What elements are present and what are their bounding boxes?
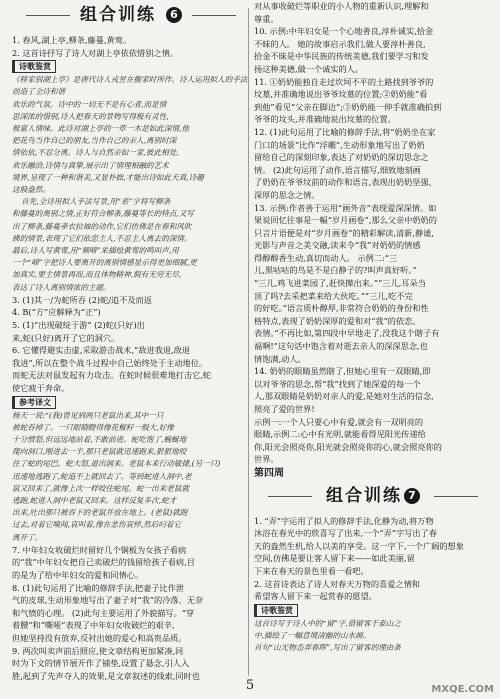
quote-line: 思深浓的惜别,诗人把春天的景物写得极有灵性,: [12, 111, 169, 121]
answer-line: 9. 两次叫卖声前后照应,使文章结构更加紧凑,同: [12, 645, 184, 656]
watermark: MXQE.COM: [431, 684, 494, 695]
answer-line: 你,阳光会照亮你,阳光就会照亮你的心,就会照亮你的: [254, 441, 442, 452]
quote-line: 十分愤怒,但远远地站着,不敢前进。蛇吃饱了,蜿蜒地: [12, 435, 187, 444]
answer-line: 1. “弄”字运用了拟人的修辞手法,化静为动,将万物: [254, 515, 434, 526]
quote-line: 一个“啼”字把诗人要离开的离别情感显示得更加细腻,更: [12, 258, 197, 268]
answer-line: 眼睛,示例二:心中有光明,就能看得见阳光传递给: [254, 429, 426, 440]
quote-line: 离开了。: [12, 532, 43, 542]
title-rule-right: [192, 15, 236, 16]
answer-line: 8. (1)此句运用了比喻的修辞手法,把妻子比作泄: [12, 582, 184, 593]
quote-line: 这般盎然。: [12, 185, 50, 195]
quote-line: 首先,全诗用拟人手法写景,用“系”字将写柳条: [21, 197, 171, 207]
answer-line: 而蛇无法对鼠发起有力攻击。在蛇时候很难地打击它,蛇: [12, 370, 212, 381]
quote-line: 过去,对着它嗅闻,哀叫着,像在悲伤哀悼,然后叼着它: [12, 520, 182, 530]
answer-line: 到他”看见“父亲在脚边”;③奶奶能一伸手就准确拍到: [254, 101, 442, 112]
quote-line: 境界,呈现了一种和谐美,又显朴拙,才能出诗如此天真,诗趣: [12, 172, 204, 182]
quote-line: 《移家别湖上亭》是唐代诗人戎昱在搬家时所作。诗人运用拟人的手法,创造了全诗和谐: [12, 75, 250, 97]
answer-line: 13. 示例:作者善于运用“画外音”表现爱深深情。如: [254, 202, 437, 213]
quote-line: 和藤蔓的离别之情,正好符合柳条,藤蔓等长的特点,又写: [12, 209, 194, 219]
quote-line: 欢乐融洽,诗情与真挚,展示出了情理相融的艺术: [12, 160, 169, 170]
section-tag: [12, 59, 250, 74]
answer-line: 和气愤的心理。 (2)此句主要运用了外貌描写。“穿: [12, 607, 195, 618]
answer-line: 情。 (2)此句运用了动作,语言描写,细致地刻画: [254, 164, 421, 175]
answer-line: 照亮了爱的世界!: [254, 404, 315, 414]
answer-line: 5. (1)“出现破绽于游” (2)蛇(只好)出: [12, 320, 145, 331]
answer-line: 世界。: [254, 454, 279, 465]
answer-line: 但她坚持没有放弃,反衬出她的爱心和高贵品质。: [12, 632, 187, 643]
quote-line: 最后,诗人写黄莺,用“频啼”来描绘黄莺的鸣叫声,用: [12, 246, 179, 256]
quote-line: 把花鸟当作自己的朋友,当作自己的亲人,离别时深: [12, 136, 177, 146]
answer-line: 希望客人留下来一起赏春的愿望。: [254, 591, 377, 602]
answer-line: 6. 它懂得避实击虚,采取游击战术,“敌进我退,敌退: [12, 345, 190, 356]
answer-line: 留给自己的深刻印象,表达了对奶奶的深切思念之: [254, 152, 429, 163]
section-title-6: [12, 2, 250, 28]
answer-line: 时为下文的情节展开作了铺垫,设置了悬念,引人入: [12, 658, 190, 669]
week-heading: 第四周: [254, 467, 284, 479]
quote-line: 表达了诗人离别情浓的主题。: [12, 282, 111, 292]
answer-line: 1. 春风,湖上亭,柳条,藤蔓,黄莺。: [12, 35, 132, 45]
answer-line: 对从事收破烂等职业的小人物的重新认识,理解和: [254, 1, 429, 11]
answer-line: 顶了吗?去采把菜来给大伙吃。”“三儿,吃不完: [254, 290, 413, 301]
quote-line: 住了蛇的尾巴。蛇大怒,退出洞来。老鼠本来行动敏捷,(另一只): [12, 459, 221, 469]
right-column: [254, 0, 492, 690]
section-tag: [254, 603, 492, 618]
right-body: [254, 0, 492, 654]
answer-line: 扬这种美德,做一个诚实的人。: [254, 63, 364, 74]
answer-line: 2. 这首诗表达了诗人对春天万物的喜爱之情和: [254, 578, 420, 589]
section-tag-label: 参考译文: [12, 396, 56, 409]
quote-line: 爬向洞口,刚进去一半,那只老鼠就迅速跑来,狠狠地咬: [12, 447, 187, 457]
answer-line: 下来在春天的景色里看一看吧。: [254, 565, 369, 576]
title-rule-left: [268, 496, 312, 497]
answer-line: 情饱满,动人。: [254, 353, 306, 364]
answer-line: 人,那双眼睛是奶奶对亲人的爱,是她对生活的信念,: [254, 391, 434, 402]
answer-line: 10. 示例:中年妇女是一个心地善良,淳朴诚实,拾金: [254, 26, 434, 37]
section-tag: [12, 395, 250, 410]
answer-line: 不昧的人。 她的故事启示我们,做人要淳朴善良,: [254, 38, 426, 49]
answer-line: 3. (1)其一/为蛇所吞 (2)蛇/追不及而返: [12, 294, 152, 305]
answer-line: 拾金不昧是中华民族的传统美德,我们要学习和发: [254, 51, 429, 62]
answer-line: 尊重。: [254, 13, 279, 24]
answer-line: 坟墓,并准确地说出爷爷坟墓的位置;②奶奶能“看: [254, 89, 428, 100]
quote-line: 欢乐的气氛。诗中的一切无不是有心者,而是情: [12, 99, 167, 109]
answer-line: 来,蛇(只好)离开了它的洞穴。: [12, 332, 120, 343]
quote-line: 被蛇吞掉了。一只眼睛瞪得像花椒籽一般大,好像: [12, 422, 174, 432]
answer-line: 的是为了给中年妇女的爱和同情心。: [12, 570, 144, 581]
answer-line: 的好吃。”语言质朴醇厚,非常符合奶奶的身份和性: [254, 303, 429, 314]
answer-line: 4. B(“方”应解释为“正”): [12, 307, 101, 318]
quote-line: 加真实,要主情景再而,而且体物精神,假有无穷无尽,: [12, 270, 182, 280]
section-number-badge: 7: [404, 488, 420, 504]
quote-line: 出来,吐出那只被吞下的老鼠并放在地上。(老鼠)就跑: [12, 508, 188, 518]
answer-line: 7. 中年妇女收破烂时留好几个铜板为女孩子看病: [12, 544, 187, 555]
quote-line: 拂的情景,表现了它们依恋主人,不忍主人离去的深情。: [12, 233, 192, 243]
answer-line: 2. 这首诗抒写了诗人对湖上亭依依惜别之情。: [12, 47, 178, 58]
answer-line: 爷爷的坟头,并准确地说出坟墓的位置。: [254, 114, 396, 125]
left-column: [12, 0, 250, 690]
quote-line: 这首诗写于诗人中的“留”字,借留客于泰山之: [254, 618, 401, 628]
answer-line: 只言片语便是对“岁月画卷”的精彩解读,清新,静谧,: [254, 227, 434, 238]
answer-line: 儿,黑咕咕的鸟是不是白静子的?叫声真好听。”: [254, 265, 417, 276]
answer-line: 门口的场景”比作“浮雕”,生动形象地写出了奶奶: [254, 139, 425, 150]
section-number-badge: 6: [166, 7, 182, 23]
quote-line: 极富人情味。此诗对湖上亭的一草一木是如此深情,他: [12, 124, 190, 133]
answer-line: 12. (1)此句运用了比喻的修辞手法,将“奶奶坐在家: [254, 126, 436, 137]
title-rule-left: [26, 15, 70, 16]
quote-line: 逃跑,蛇进入洞中老鼠又回来。这样反复多次,蛇才: [12, 496, 177, 506]
section-title-7: [254, 483, 492, 509]
answer-line: 11. ①奶奶能独自走过坎坷不平的土路找到爷爷的: [254, 76, 434, 87]
answer-line: 光影与声音之美交融,读来令“我”对奶奶的情感: [254, 240, 421, 251]
answer-line: 的“我”中年妇女把自己卖破烂的钱留给孩子看病,目: [12, 557, 195, 568]
section-tag-label: 诗歌鉴赏: [254, 604, 298, 617]
column-divider: [248, 8, 249, 676]
answer-line: 了奶奶在爷爷坟前的动作和语言,表现出奶奶坚强、: [254, 177, 437, 188]
answer-line: 深厚的思念之情。: [254, 189, 320, 200]
quote-line: 杨天一说:“(我)曾见到两只老鼠出来,其中一只: [12, 410, 164, 420]
quote-line: 中,描绘了一幅意境清幽的山水画。: [254, 630, 371, 640]
answer-line: 胜,起到了先声夺人的效果,是文章叙述的线索,同时也: [12, 670, 200, 681]
answer-line: 14. 奶奶的眼睛虽然瞎了,但她心里有一双眼睛,即: [254, 366, 431, 377]
answer-line: 沐浴在春光中的欣喜写了出来,一个“弄”字写出了春: [254, 528, 437, 539]
quote-line: 出了柳条,藤蔓牵衣拉袖的动作,它们仿佛是在春和风吹: [12, 221, 192, 231]
quote-line: 鼠又回来了,就像上次一样咬住蛇尾。蛇一出来老鼠就: [12, 483, 190, 493]
answer-line: 果说回忆往事是一幅“岁月画卷”,那么父亲中奶奶的: [254, 215, 437, 226]
section-tag-label: 诗歌鉴赏: [12, 60, 56, 73]
answer-line: 我进”,所以在整个战斗过程中自己始终处于主动地位。: [12, 357, 208, 368]
answer-line: 着腰”和“嘶哑”表现了中年妇女收破烂的艰辛,: [12, 620, 175, 631]
answer-line: 气的皮球,生动形象地写出了妻子对“我”的冷落、无奈: [12, 595, 204, 606]
section-title-text: 组合训练: [326, 485, 402, 506]
answer-line: 空间,仿佛是要让客人留下来——如此美丽,留: [254, 553, 415, 564]
quote-line: 首句“山光物态弄春晖”,写出了留客的理由条: [254, 643, 401, 653]
section-title-text: 组合训练: [80, 5, 157, 25]
answer-line: “三儿,鸡飞进菜园了,赶快撵出来。”“三儿,耳朵当: [254, 278, 426, 289]
left-body: [12, 34, 250, 682]
answer-line: 示例一:一个人只要心中有爱,就会有一双明亮的: [254, 416, 424, 427]
answer-line: 福啊!”这句话中饱含着对逝去亲人的深深思念,也: [254, 341, 428, 352]
answer-line: 天的盎然生机,给人以美的享受。这一字下,一个广阔的想象: [254, 540, 464, 551]
answer-line: 格特点,表现了奶奶深厚的爱和对“我”的依恋。: [254, 315, 421, 326]
answer-line: 表情。”不再比如,第四段中早地走了,没我这个瞎子有: [254, 328, 440, 339]
page-number: 5: [245, 678, 255, 693]
answer-line: 使它疲于奔命。: [12, 383, 70, 393]
title-rule-right: [434, 496, 478, 497]
answer-line: 以对爷爷的思念,帮“我”找到了她深爱的每一个: [254, 378, 421, 389]
quote-line: 迅速地逃跑了,蛇追不上就回去了。等到蛇进入洞中,老: [12, 471, 192, 481]
quote-line: 情依依,不忍分离。诗人与自然亲如一家,彼此相处,: [12, 148, 179, 158]
answer-line: 得醇醇香生动,真切而动人。 示例二:“三: [254, 252, 398, 263]
